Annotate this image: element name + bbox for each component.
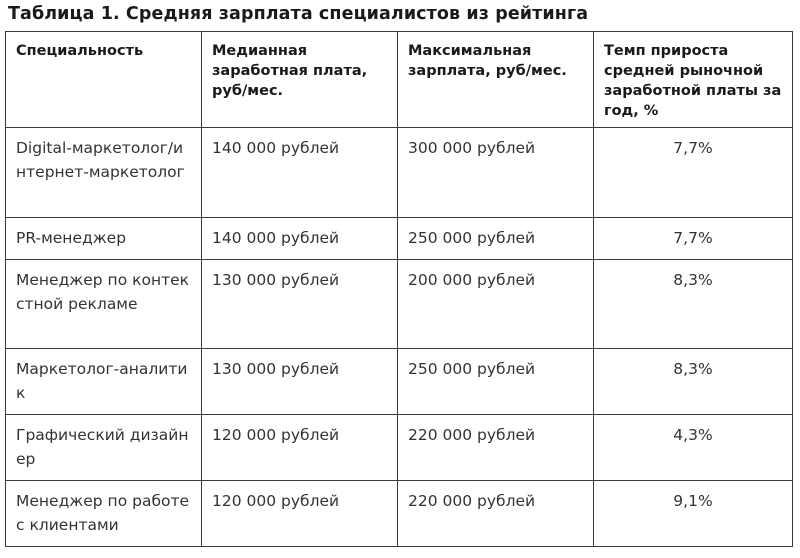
growth-rate-cell: 8,3% (594, 349, 793, 415)
growth-rate-cell: 4,3% (594, 415, 793, 481)
median-salary-cell: 130 000 рублей (202, 260, 398, 349)
max-salary-cell: 220 000 рублей (398, 415, 594, 481)
median-salary-cell: 140 000 рублей (202, 128, 398, 218)
specialty-cell: Менеджер по работе с клиентами (6, 481, 202, 547)
specialty-cell: Менеджер по контекстной рекламе (6, 260, 202, 349)
specialty-cell: PR-менеджер (6, 218, 202, 260)
specialty-cell: Графический дизайнер (6, 415, 202, 481)
table-row (6, 260, 793, 349)
growth-rate-cell: 8,3% (594, 260, 793, 349)
table-row (6, 128, 793, 218)
salary-table (5, 31, 793, 547)
table-header-row (6, 32, 793, 128)
growth-rate-cell: 7,7% (594, 218, 793, 260)
table-row (6, 415, 793, 481)
max-salary-cell: 250 000 рублей (398, 218, 594, 260)
table-title: Таблица 1. Средняя зарплата специалистов из рейтинга (8, 4, 589, 24)
median-salary-cell: 130 000 рублей (202, 349, 398, 415)
table-row (6, 218, 793, 260)
header-specialty: Специальность (6, 32, 202, 128)
header-median-salary: Медианная заработная плата, руб/мес. (202, 32, 398, 128)
median-salary-cell: 120 000 рублей (202, 415, 398, 481)
max-salary-cell: 250 000 рублей (398, 349, 594, 415)
growth-rate-cell: 9,1% (594, 481, 793, 547)
table-row (6, 481, 793, 547)
header-max-salary: Максимальная зарплата, руб/мес. (398, 32, 594, 128)
specialty-cell: Маркетолог-аналитик (6, 349, 202, 415)
growth-rate-cell: 7,7% (594, 128, 793, 218)
median-salary-cell: 140 000 рублей (202, 218, 398, 260)
specialty-cell: Digital-маркетолог/интернет-маркетолог (6, 128, 202, 218)
max-salary-cell: 220 000 рублей (398, 481, 594, 547)
table-row (6, 349, 793, 415)
max-salary-cell: 300 000 рублей (398, 128, 594, 218)
header-growth-rate: Темп прироста средней рыночной заработной платы за год, % (594, 32, 793, 128)
median-salary-cell: 120 000 рублей (202, 481, 398, 547)
max-salary-cell: 200 000 рублей (398, 260, 594, 349)
